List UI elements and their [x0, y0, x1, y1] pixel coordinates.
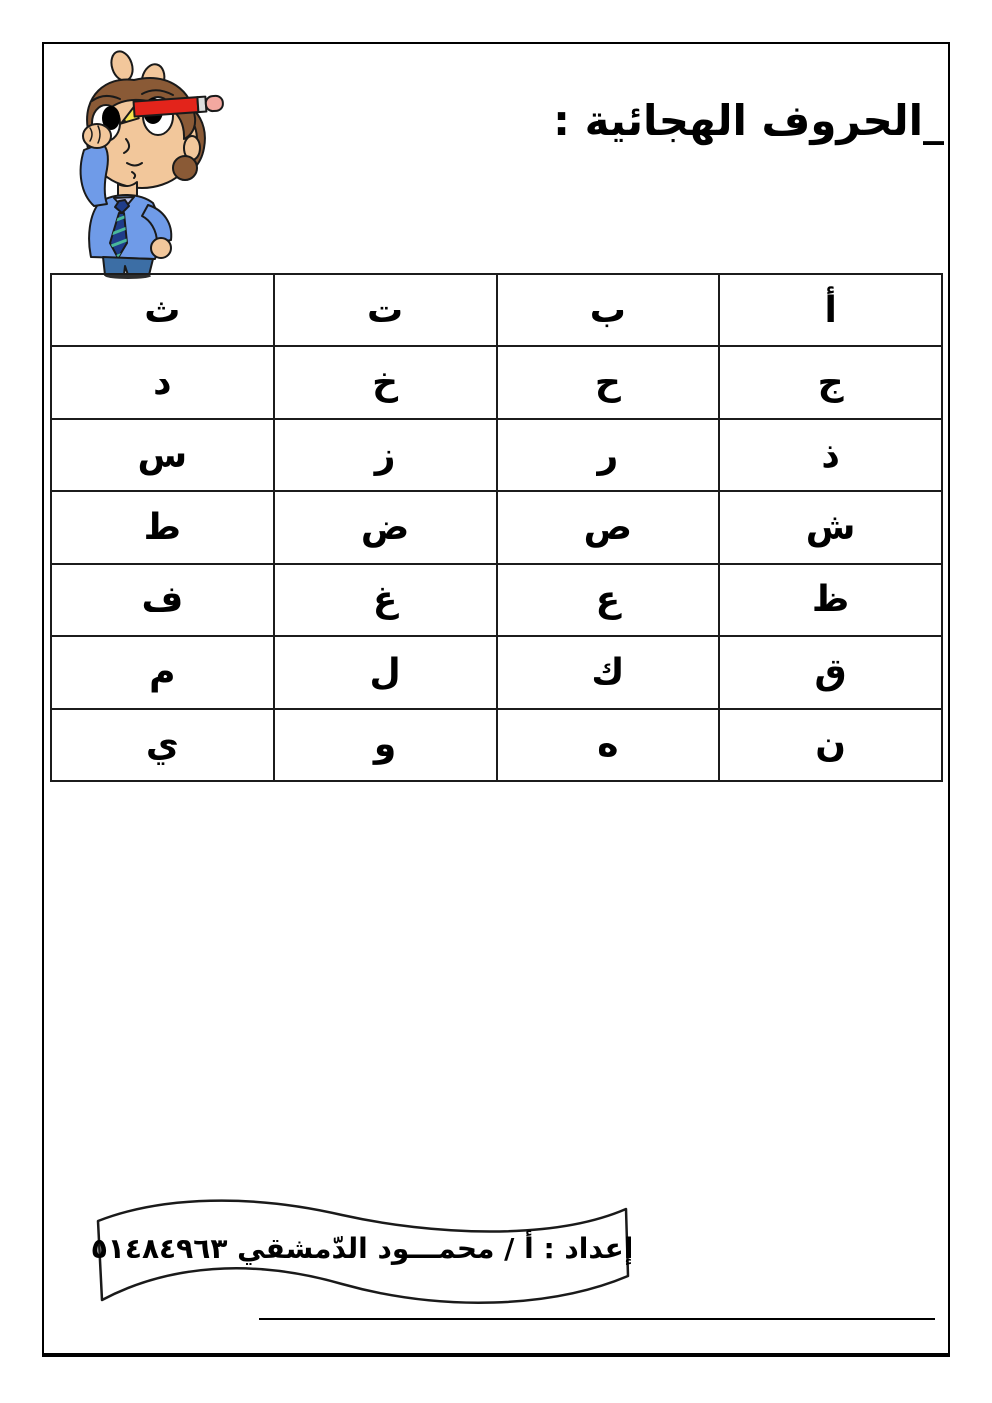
table-row [51, 491, 942, 563]
table-row [51, 346, 942, 418]
alphabet-table [50, 273, 943, 782]
letter-cell: ط [51, 491, 274, 563]
table-row [51, 636, 942, 708]
credit-banner [92, 1194, 632, 1312]
letter-cell: أ [719, 274, 942, 346]
page-title: _الحروف الهجائية : [553, 96, 944, 145]
letter-cell: س [51, 419, 274, 491]
letter-cell: ه [497, 709, 720, 781]
letter-cell: ن [719, 709, 942, 781]
letter-cell: و [274, 709, 497, 781]
letter-cell: ف [51, 564, 274, 636]
hair-curl [173, 156, 197, 180]
letter-cell: ج [719, 346, 942, 418]
signature-line [259, 1318, 935, 1320]
raised-arm [81, 143, 108, 206]
banner-credit-text: إعداد : أ / محمـــود الدّمشقي ٥١٤٨٤٩٦٣ [90, 1231, 634, 1265]
letter-cell: ك [497, 636, 720, 708]
letter-cell: د [51, 346, 274, 418]
letter-cell: غ [274, 564, 497, 636]
letter-cell: خ [274, 346, 497, 418]
letter-cell: ت [274, 274, 497, 346]
table-row [51, 419, 942, 491]
letter-cell: ل [274, 636, 497, 708]
letter-cell: ص [497, 491, 720, 563]
letter-cell: م [51, 636, 274, 708]
fist [151, 238, 171, 258]
letter-cell: ظ [719, 564, 942, 636]
table-row [51, 709, 942, 781]
letter-cell: ع [497, 564, 720, 636]
letter-cell: ر [497, 419, 720, 491]
table-row [51, 564, 942, 636]
letter-cell: ب [497, 274, 720, 346]
letter-cell: ي [51, 709, 274, 781]
letter-cell: ح [497, 346, 720, 418]
letter-cell: ض [274, 491, 497, 563]
table-row [51, 274, 942, 346]
letter-cell: ث [51, 274, 274, 346]
thinking-boy-illustration [76, 44, 236, 280]
letter-cell: ق [719, 636, 942, 708]
letter-cell: ذ [719, 419, 942, 491]
hand-on-head [83, 124, 111, 148]
letter-cell: ز [274, 419, 497, 491]
letter-cell: ش [719, 491, 942, 563]
